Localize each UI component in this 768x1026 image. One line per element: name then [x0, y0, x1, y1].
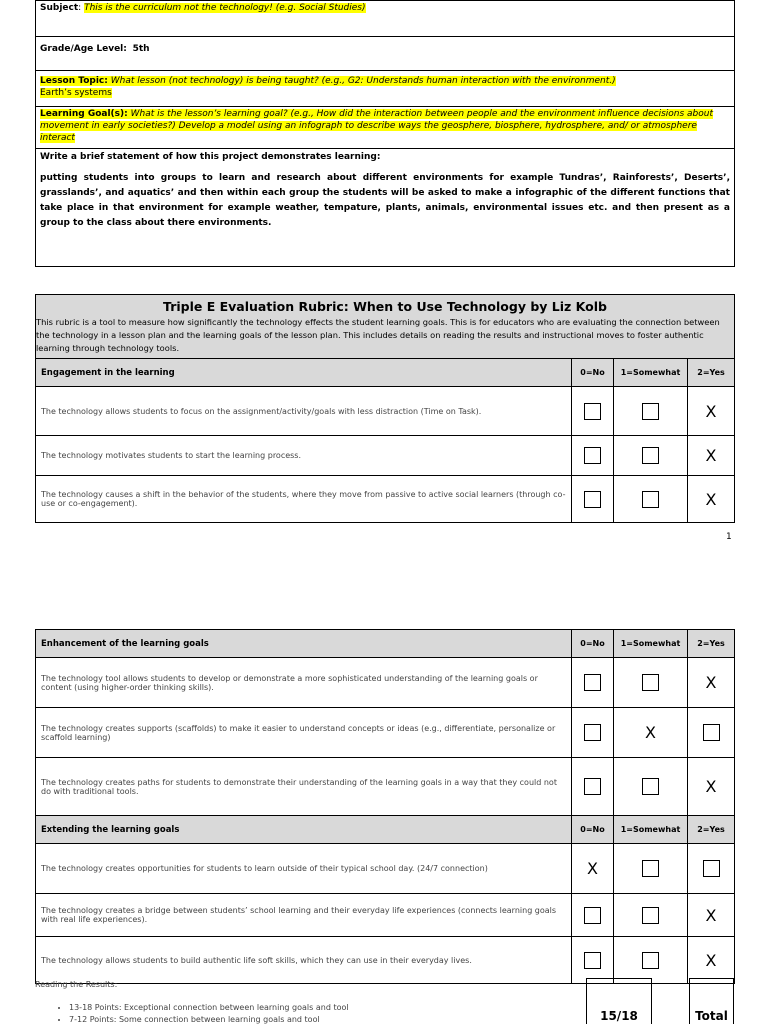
score-yes-cell: [688, 476, 735, 523]
score-no-cell: [572, 937, 614, 984]
score-no-cell: [572, 708, 614, 758]
subject-label: Subject: [40, 3, 79, 13]
subject-value[interactable]: This is the curriculum not the technology! (e.g. Social Studies): [84, 3, 366, 13]
topic-prompt: What lesson (not technology) is being taught? (e.g., G2: Understands human interaction with the environment.): [110, 76, 616, 86]
subject-row: Subject: This is the curriculum not the technology! (e.g. Social Studies): [36, 1, 734, 37]
extending-row: [36, 844, 735, 894]
criterion-text: The technology allows students to focus on the assignment/activity/goals with less distraction (Time on Task).: [36, 387, 572, 436]
score-yes-cell: [688, 937, 735, 984]
rubric-table-enhancement: [35, 629, 735, 984]
score-somewhat-cell: [614, 476, 688, 523]
score-somewhat-cell: [614, 436, 688, 476]
selected-mark[interactable]: X: [587, 859, 598, 878]
score-yes-cell: [688, 708, 735, 758]
checkbox[interactable]: [642, 674, 659, 691]
total-label-cell: [689, 978, 734, 1024]
selected-mark[interactable]: X: [705, 905, 717, 925]
selected-mark[interactable]: X: [705, 950, 717, 970]
score-no-cell: [572, 758, 614, 816]
rubric-table-engagement: [35, 294, 735, 523]
grade-label: Grade/Age Level:: [40, 44, 127, 54]
selected-mark[interactable]: X: [705, 401, 717, 421]
criterion-text: The technology tool allows students to develop or demonstrate a more sophisticated understanding of the learning goals or content (using higher-order thinking skills).: [36, 658, 572, 708]
checkbox[interactable]: [584, 674, 601, 691]
statement-row: [36, 149, 734, 266]
col-no-header: 0=No: [572, 630, 614, 658]
results-point: • 7-12 Points: Some connection between learning goals and tool: [69, 1014, 349, 1026]
checkbox[interactable]: [584, 491, 601, 508]
score-yes-cell: [688, 658, 735, 708]
checkbox[interactable]: [584, 952, 601, 969]
checkbox[interactable]: [642, 907, 659, 924]
checkbox[interactable]: [584, 403, 601, 420]
total-score[interactable]: 15/18: [600, 1009, 638, 1023]
extending-header-row: [36, 816, 735, 844]
score-yes-cell: [688, 758, 735, 816]
selected-mark[interactable]: X: [705, 489, 717, 509]
col-yes-header: 2=Yes: [688, 816, 735, 844]
checkbox[interactable]: [584, 778, 601, 795]
score-no-cell: [572, 658, 614, 708]
checkbox[interactable]: [584, 907, 601, 924]
enhancement-row: [36, 658, 735, 708]
checkbox[interactable]: [584, 447, 601, 464]
results-point: • 13-18 Points: Exceptional connection between learning goals and tool: [69, 1002, 349, 1014]
grade-row: [36, 37, 734, 71]
engagement-rows: [36, 387, 735, 523]
goal-label: Learning Goal(s):: [40, 109, 128, 119]
score-yes-cell: [688, 844, 735, 894]
score-somewhat-cell: [614, 708, 688, 758]
lesson-info-table: [35, 0, 735, 267]
page-number: 1: [726, 532, 732, 542]
score-no-cell: [572, 844, 614, 894]
goal-prompt[interactable]: What is the lesson’s learning goal? (e.g., How did the interaction between people and the environment influence decisions about movement in early societies?) Develop a model using an infograph to describe ways the geosphere, biosphere, hydrosphere, and/ or atmosphere interact: [40, 109, 713, 143]
selected-mark[interactable]: X: [705, 446, 717, 465]
enhancement-row: [36, 758, 735, 816]
checkbox[interactable]: [642, 778, 659, 795]
enhancement-rows: [36, 658, 735, 816]
checkbox[interactable]: [642, 860, 659, 877]
score-cell: [586, 978, 652, 1024]
score-no-cell: [572, 436, 614, 476]
criterion-text: The technology causes a shift in the behavior of the students, where they move from passive to active social learners (through co-use or co-engagement).: [36, 476, 572, 523]
col-no-header: 0=No: [572, 359, 614, 387]
extending-row: [36, 937, 735, 984]
score-yes-cell: [688, 387, 735, 436]
enhancement-header-row: [36, 630, 735, 658]
engagement-heading: Engagement in the learning: [36, 359, 572, 387]
statement-label: Write a brief statement of how this project demonstrates learning:: [40, 152, 381, 162]
rubric-description: This rubric is a tool to measure how significantly the technology effects the student learning goals. This is for educators who are evaluating the connection between the technology in a lesson plan and the learning goals of the lesson plan. This includes details on reading the results and instructional moves to foster authentic learning through technology tools.: [36, 317, 720, 353]
score-no-cell: [572, 387, 614, 436]
col-somewhat-header: 1=Somewhat: [614, 359, 688, 387]
col-somewhat-header: 1=Somewhat: [614, 816, 688, 844]
col-no-header: 0=No: [572, 816, 614, 844]
extending-heading: Extending the learning goals: [36, 816, 572, 844]
criterion-text: The technology creates supports (scaffolds) to make it easier to understand concepts or ideas (e.g., differentiate, personalize or scaffold learning): [36, 708, 572, 758]
col-somewhat-header: 1=Somewhat: [614, 630, 688, 658]
score-no-cell: [572, 894, 614, 937]
criterion-text: The technology creates paths for students to demonstrate their understanding of the learning goals in a way that they could not do with traditional tools.: [36, 758, 572, 816]
checkbox[interactable]: [642, 403, 659, 420]
criterion-text: The technology creates a bridge between students’ school learning and their everyday life experiences (connects learning goals with real life experiences).: [36, 894, 572, 937]
col-yes-header: 2=Yes: [688, 359, 735, 387]
topic-row: [36, 71, 734, 107]
engagement-row: [36, 476, 735, 523]
engagement-row: [36, 387, 735, 436]
checkbox[interactable]: [703, 860, 720, 877]
score-somewhat-cell: [614, 844, 688, 894]
selected-mark[interactable]: X: [645, 723, 656, 742]
rubric-title: Triple E Evaluation Rubric: When to Use Technology by Liz Kolb: [163, 299, 607, 314]
criterion-text: The technology motivates students to start the learning process.: [36, 436, 572, 476]
checkbox[interactable]: [642, 447, 659, 464]
score-somewhat-cell: [614, 658, 688, 708]
score-somewhat-cell: [614, 894, 688, 937]
criterion-text: The technology creates opportunities for students to learn outside of their typical school day. (24/7 connection): [36, 844, 572, 894]
selected-mark[interactable]: X: [705, 673, 717, 692]
enhancement-row: [36, 708, 735, 758]
score-yes-cell: [688, 436, 735, 476]
statement-text[interactable]: putting students into groups to learn and research about different environments for example Tundras’, Rainforests’, Deserts’, grasslands’, and aquatics’ and then within each group the students will be asked to make a infographic of the different functions that take place in that environment for example weather, tempature, plants, animals, environmental issues etc. and then present as a group to the class about there environments.: [40, 173, 730, 228]
selected-mark[interactable]: X: [705, 777, 717, 796]
results-section: [35, 978, 735, 1024]
results-title: Reading the Results:: [35, 980, 118, 989]
rubric-title-cell: [36, 295, 735, 359]
checkbox[interactable]: [642, 491, 659, 508]
topic-value[interactable]: Earth’s systems: [40, 88, 112, 98]
total-label: Total: [695, 1009, 728, 1023]
score-yes-cell: [688, 894, 735, 937]
topic-label: Lesson Topic:: [40, 76, 108, 86]
engagement-row: [36, 436, 735, 476]
checkbox[interactable]: [642, 952, 659, 969]
results-list: [59, 1002, 349, 1026]
score-somewhat-cell: [614, 387, 688, 436]
score-no-cell: [572, 476, 614, 523]
checkbox[interactable]: [703, 724, 720, 741]
engagement-header-row: [36, 359, 735, 387]
enhancement-heading: Enhancement of the learning goals: [36, 630, 572, 658]
extending-rows: [36, 844, 735, 984]
score-somewhat-cell: [614, 937, 688, 984]
criterion-text: The technology allows students to build authentic life soft skills, which they can use in their everyday lives.: [36, 937, 572, 984]
extending-row: [36, 894, 735, 937]
learning-goal-row: [36, 107, 734, 149]
checkbox[interactable]: [584, 724, 601, 741]
grade-value[interactable]: 5th: [132, 44, 150, 54]
score-somewhat-cell: [614, 758, 688, 816]
col-yes-header: 2=Yes: [688, 630, 735, 658]
